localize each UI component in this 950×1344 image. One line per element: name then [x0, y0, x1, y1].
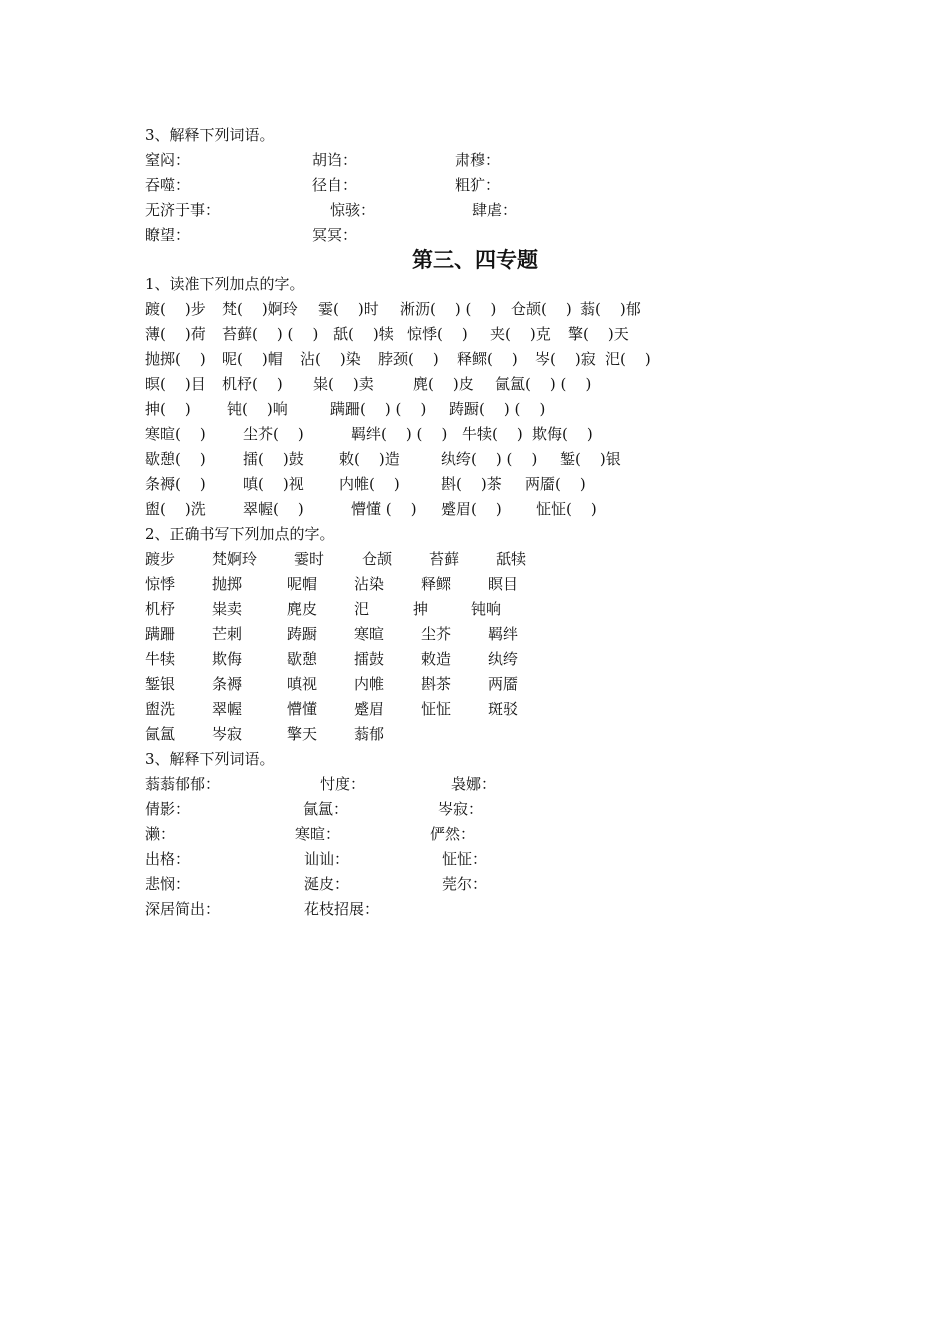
term: 吞噬：: [145, 176, 191, 194]
reading-item: 羁绊( ) ( ): [351, 425, 448, 443]
reading-item: 钝( )响: [227, 400, 288, 418]
definition-row: [0, 797, 950, 822]
reading-item: 舐( )犊: [333, 325, 394, 343]
reading-item: 斟( )茶: [441, 475, 502, 493]
term: 窒闷：: [145, 151, 191, 169]
reading-item: 呢( )帽: [222, 350, 283, 368]
section-heading: [0, 123, 950, 148]
writing-item: 蹒跚: [145, 625, 176, 643]
reading-row: [0, 372, 950, 397]
writing-item: 踌蹰: [287, 625, 318, 643]
term: 肃穆：: [455, 151, 501, 169]
reading-row: [0, 497, 950, 522]
reading-item: 蹙眉( ): [441, 500, 502, 518]
reading-item: 内帷( ): [339, 475, 400, 493]
reading-item: 蓊( )郁: [580, 300, 641, 318]
section-heading: [0, 522, 950, 547]
writing-item: 嗔视: [287, 675, 318, 693]
reading-item: 梵( )婀玲: [222, 300, 298, 318]
term: 忖度：: [320, 775, 366, 793]
reading-item: 条褥( ): [145, 475, 206, 493]
reading-item: 氤氲( ) ( ): [495, 375, 592, 393]
reading-item: 薄( )荷: [145, 325, 206, 343]
reading-item: 仓颉( ): [511, 300, 572, 318]
reading-item: 牛犊( ): [462, 425, 523, 443]
writing-row: [0, 597, 950, 622]
term: 出格：: [145, 850, 191, 868]
term: 花枝招展：: [304, 900, 380, 918]
reading-row: [0, 347, 950, 372]
writing-item: 呢帽: [287, 575, 318, 593]
definition-row: [0, 198, 950, 223]
term: 讪讪：: [304, 850, 350, 868]
writing-row: [0, 647, 950, 672]
writing-item: 懵懂: [287, 700, 318, 718]
writing-item: 抻: [413, 600, 429, 618]
section-heading: [0, 272, 950, 297]
term: 瞭望：: [145, 226, 191, 244]
reading-item: 踱( )步: [145, 300, 206, 318]
writing-row: [0, 572, 950, 597]
writing-item: 斟茶: [421, 675, 452, 693]
definition-row: [0, 173, 950, 198]
reading-row: [0, 322, 950, 347]
writing-item: 翠幄: [212, 700, 243, 718]
writing-item: 麂皮: [287, 600, 318, 618]
writing-item: 寒暄: [354, 625, 385, 643]
writing-row: [0, 622, 950, 647]
writing-item: 舐犊: [496, 550, 527, 568]
writing-item: 纨绔: [488, 650, 519, 668]
writing-item: 释鳏: [421, 575, 452, 593]
reading-item: 嗔( )视: [243, 475, 304, 493]
reading-item: 翠幄( ): [243, 500, 304, 518]
term: 惊骇：: [330, 201, 376, 219]
term: 袅娜：: [451, 775, 497, 793]
writing-row: [0, 697, 950, 722]
writing-item: 沾染: [354, 575, 385, 593]
writing-item: 两靥: [488, 675, 519, 693]
writing-item: 霎时: [294, 550, 325, 568]
reading-item: 岑( )寂: [535, 350, 596, 368]
reading-item: 踌蹰( ) ( ): [449, 400, 546, 418]
reading-item: 歇憩( ): [145, 450, 206, 468]
reading-item: 麂( )皮: [413, 375, 474, 393]
definition-row: [0, 847, 950, 872]
term: 冥冥：: [312, 226, 358, 244]
term: 寒暄：: [295, 825, 341, 843]
writing-item: 怔怔: [421, 700, 452, 718]
reading-item: 惊悸( ): [407, 325, 468, 343]
reading-item: 脖颈( ): [378, 350, 439, 368]
reading-item: 释鳏( ): [457, 350, 518, 368]
term: 倩影：: [145, 800, 191, 818]
writing-row: [0, 722, 950, 747]
writing-item: 钝响: [471, 600, 502, 618]
heading-text: 3、解释下列词语。: [145, 126, 275, 144]
reading-item: 沾( )染: [300, 350, 361, 368]
writing-item: 踱步: [145, 550, 176, 568]
writing-item: 机杼: [145, 600, 176, 618]
definition-row: [0, 897, 950, 922]
reading-item: 纨绔( ) ( ): [441, 450, 538, 468]
writing-row: [0, 547, 950, 572]
writing-item: 牛犊: [145, 650, 176, 668]
term: 怔怔：: [442, 850, 488, 868]
reading-item: 擎( )天: [568, 325, 629, 343]
writing-item: 梵婀玲: [212, 550, 258, 568]
writing-item: 欺侮: [212, 650, 243, 668]
term: 悲悯：: [145, 875, 191, 893]
writing-item: 芒刺: [212, 625, 243, 643]
writing-item: 尘芥: [421, 625, 452, 643]
term: 径自：: [312, 176, 358, 194]
term: 濑：: [145, 825, 176, 843]
reading-item: 抛掷( ): [145, 350, 206, 368]
writing-item: 敕造: [421, 650, 452, 668]
term: 岑寂：: [438, 800, 484, 818]
reading-item: 汜( ): [605, 350, 651, 368]
writing-item: 汜: [354, 600, 370, 618]
heading-text: 1、读准下列加点的字。: [145, 275, 305, 293]
reading-item: 擂( )鼓: [243, 450, 304, 468]
writing-item: 条褥: [212, 675, 243, 693]
writing-item: 歇憩: [287, 650, 318, 668]
section-heading: [0, 747, 950, 772]
writing-item: 錾银: [145, 675, 176, 693]
term: 深居简出：: [145, 900, 221, 918]
reading-item: 霎( )时: [318, 300, 379, 318]
term: 肆虐：: [472, 201, 518, 219]
writing-item: 斑驳: [488, 700, 519, 718]
writing-item: 惊悸: [145, 575, 176, 593]
term: 胡诌：: [312, 151, 358, 169]
heading-text: 3、解释下列词语。: [145, 750, 275, 768]
writing-item: 瞑目: [488, 575, 519, 593]
writing-item: 氤氲: [145, 725, 176, 743]
writing-row: [0, 672, 950, 697]
reading-item: 盥( )洗: [145, 500, 206, 518]
reading-item: 怔怔( ): [536, 500, 597, 518]
term: 涎皮：: [304, 875, 350, 893]
heading-text: 2、正确书写下列加点的字。: [145, 525, 335, 543]
reading-row: [0, 297, 950, 322]
reading-row: [0, 447, 950, 472]
term: 粗犷：: [455, 176, 501, 194]
reading-item: 两靥( ): [525, 475, 586, 493]
reading-row: [0, 472, 950, 497]
writing-item: 抛掷: [212, 575, 243, 593]
reading-item: 蹒跚( ) ( ): [330, 400, 427, 418]
reading-item: 欺侮( ): [532, 425, 593, 443]
writing-item: 粜卖: [212, 600, 243, 618]
writing-item: 岑寂: [212, 725, 243, 743]
reading-item: 粜( )卖: [313, 375, 374, 393]
definition-row: [0, 822, 950, 847]
term: 莞尔：: [442, 875, 488, 893]
definition-row: [0, 148, 950, 173]
reading-item: 机杼( ): [222, 375, 283, 393]
writing-item: 仓颉: [362, 550, 393, 568]
section-title: 第三、四专题: [412, 247, 538, 272]
term: 无济于事：: [145, 201, 221, 219]
reading-item: 抻( ): [145, 400, 191, 418]
reading-item: 淅沥( ) ( ): [400, 300, 497, 318]
term: 蓊蓊郁郁：: [145, 775, 221, 793]
reading-item: 暝( )目: [145, 375, 206, 393]
reading-item: 錾( )银: [560, 450, 621, 468]
writing-item: 蓊郁: [354, 725, 385, 743]
reading-item: 寒暄( ): [145, 425, 206, 443]
term: 俨然：: [430, 825, 476, 843]
reading-item: 夹( )克: [490, 325, 551, 343]
writing-item: 苔藓: [429, 550, 460, 568]
reading-item: 苔藓( ) ( ): [222, 325, 319, 343]
writing-item: 擎天: [287, 725, 318, 743]
reading-item: 懵懂 ( ): [351, 500, 417, 518]
reading-row: [0, 397, 950, 422]
reading-item: 尘芥( ): [243, 425, 304, 443]
term: 氤氲：: [303, 800, 349, 818]
writing-item: 蹙眉: [354, 700, 385, 718]
definition-row: [0, 872, 950, 897]
writing-item: 羁绊: [488, 625, 519, 643]
reading-row: [0, 422, 950, 447]
definition-row: [0, 772, 950, 797]
reading-item: 敕( )造: [339, 450, 400, 468]
writing-item: 擂鼓: [354, 650, 385, 668]
writing-item: 内帷: [354, 675, 385, 693]
writing-item: 盥洗: [145, 700, 176, 718]
